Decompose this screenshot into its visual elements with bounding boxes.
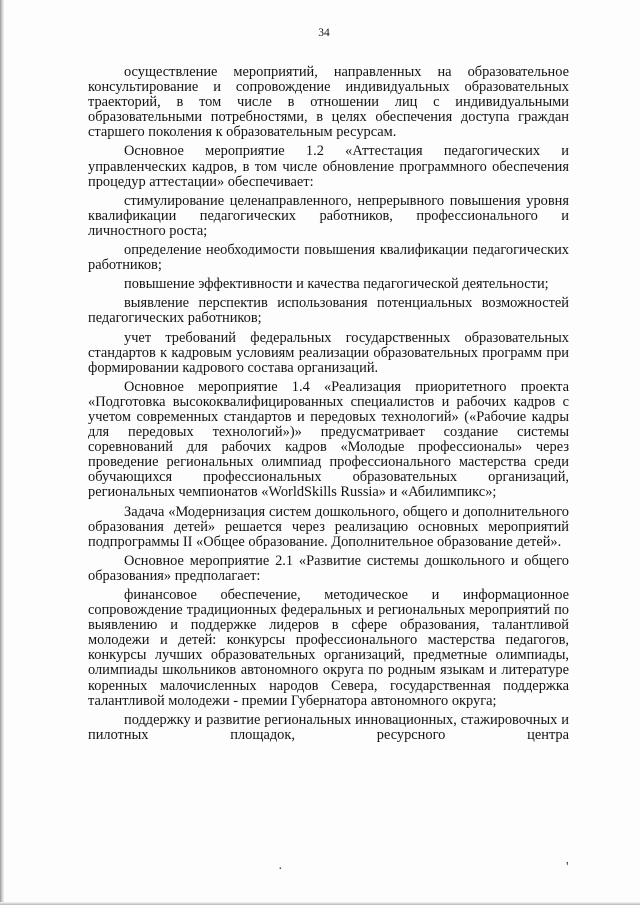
scan-speck: ' — [566, 860, 569, 875]
scan-speck: · — [278, 862, 283, 877]
paragraph: поддержку и развитие региональных инновационных, стажировочных и пилотных площадок, ресурсного центра — [88, 711, 569, 743]
paragraph: определение необходимости повышения квалификации педагогических работников; — [88, 242, 569, 274]
paragraph: финансовое обеспечение, методическое и информационное сопровождение традиционных федеральных и региональных мероприятий по выявлению и поддержке лидеров в сфере образования, талантливой молодежи и детей: конкурсы профессионального мастерства педагогов, конкурсы лучших образовательных организаций, предметные олимпиады, олимпиады школьников автономного округа по родным языкам и литературе коренных малочисленных народов Севера, государственная поддержка талантливой молодежи - премии Губернатора автономного округа; — [88, 587, 569, 709]
paragraph: повышение эффективности и качества педагогической деятельности; — [124, 276, 549, 293]
paragraph: стимулирование целенаправленного, непрерывного повышения уровня квалификации педагогических работников, профессионального и личностного роста; — [88, 192, 569, 239]
paragraph: Основное мероприятие 1.4 «Реализация приоритетного проекта «Подготовка высококвалифицированных специалистов и рабочих кадров с учетом современных стандартов и передовых технологий» («Рабочие кадры для передовых технологий»)» предусматривает создание системы соревнований для рабочих кадров «Молодые профессионалы» через проведение региональных олимпиад профессионального мастерства среди обучающихся профессиональных образовательных организаций, региональных чемпионатов «WorldSkills Russia» и «Абилимпикс»; — [88, 378, 569, 501]
paragraph: Основное мероприятие 2.1 «Развитие системы дошкольного и общего образования» предполагает: — [88, 552, 569, 584]
paragraph: осуществление мероприятий, направленных на образовательное консультирование и сопровождение индивидуальных образовательных траекторий, в том числе в отношении лиц с индивидуальными образовательными потребностями, в целях обеспечения доступа граждан старшего поколения к образовательным ресурсам. — [88, 64, 569, 141]
page-number: 34 — [318, 27, 330, 39]
document-body — [88, 65, 569, 743]
paragraph: Основное мероприятие 1.2 «Аттестация педагогических и управленческих кадров, в том числе обновление программного обеспечения процедур аттестации» обеспечивает: — [88, 143, 569, 190]
scan-edge-left — [0, 0, 4, 905]
paragraph: Задача «Модернизация систем дошкольного, общего и дополнительного образования детей» решается через реализацию основных мероприятий подпрограммы II «Общее образование. Дополнительное образование детей». — [88, 503, 569, 550]
paragraph: учет требований федеральных государственных образовательных стандартов к кадровым условиям реализации образовательных программ при формировании кадрового состава организаций. — [88, 329, 569, 376]
paragraph: выявление перспектив использования потенциальных возможностей педагогических работников; — [88, 295, 569, 327]
